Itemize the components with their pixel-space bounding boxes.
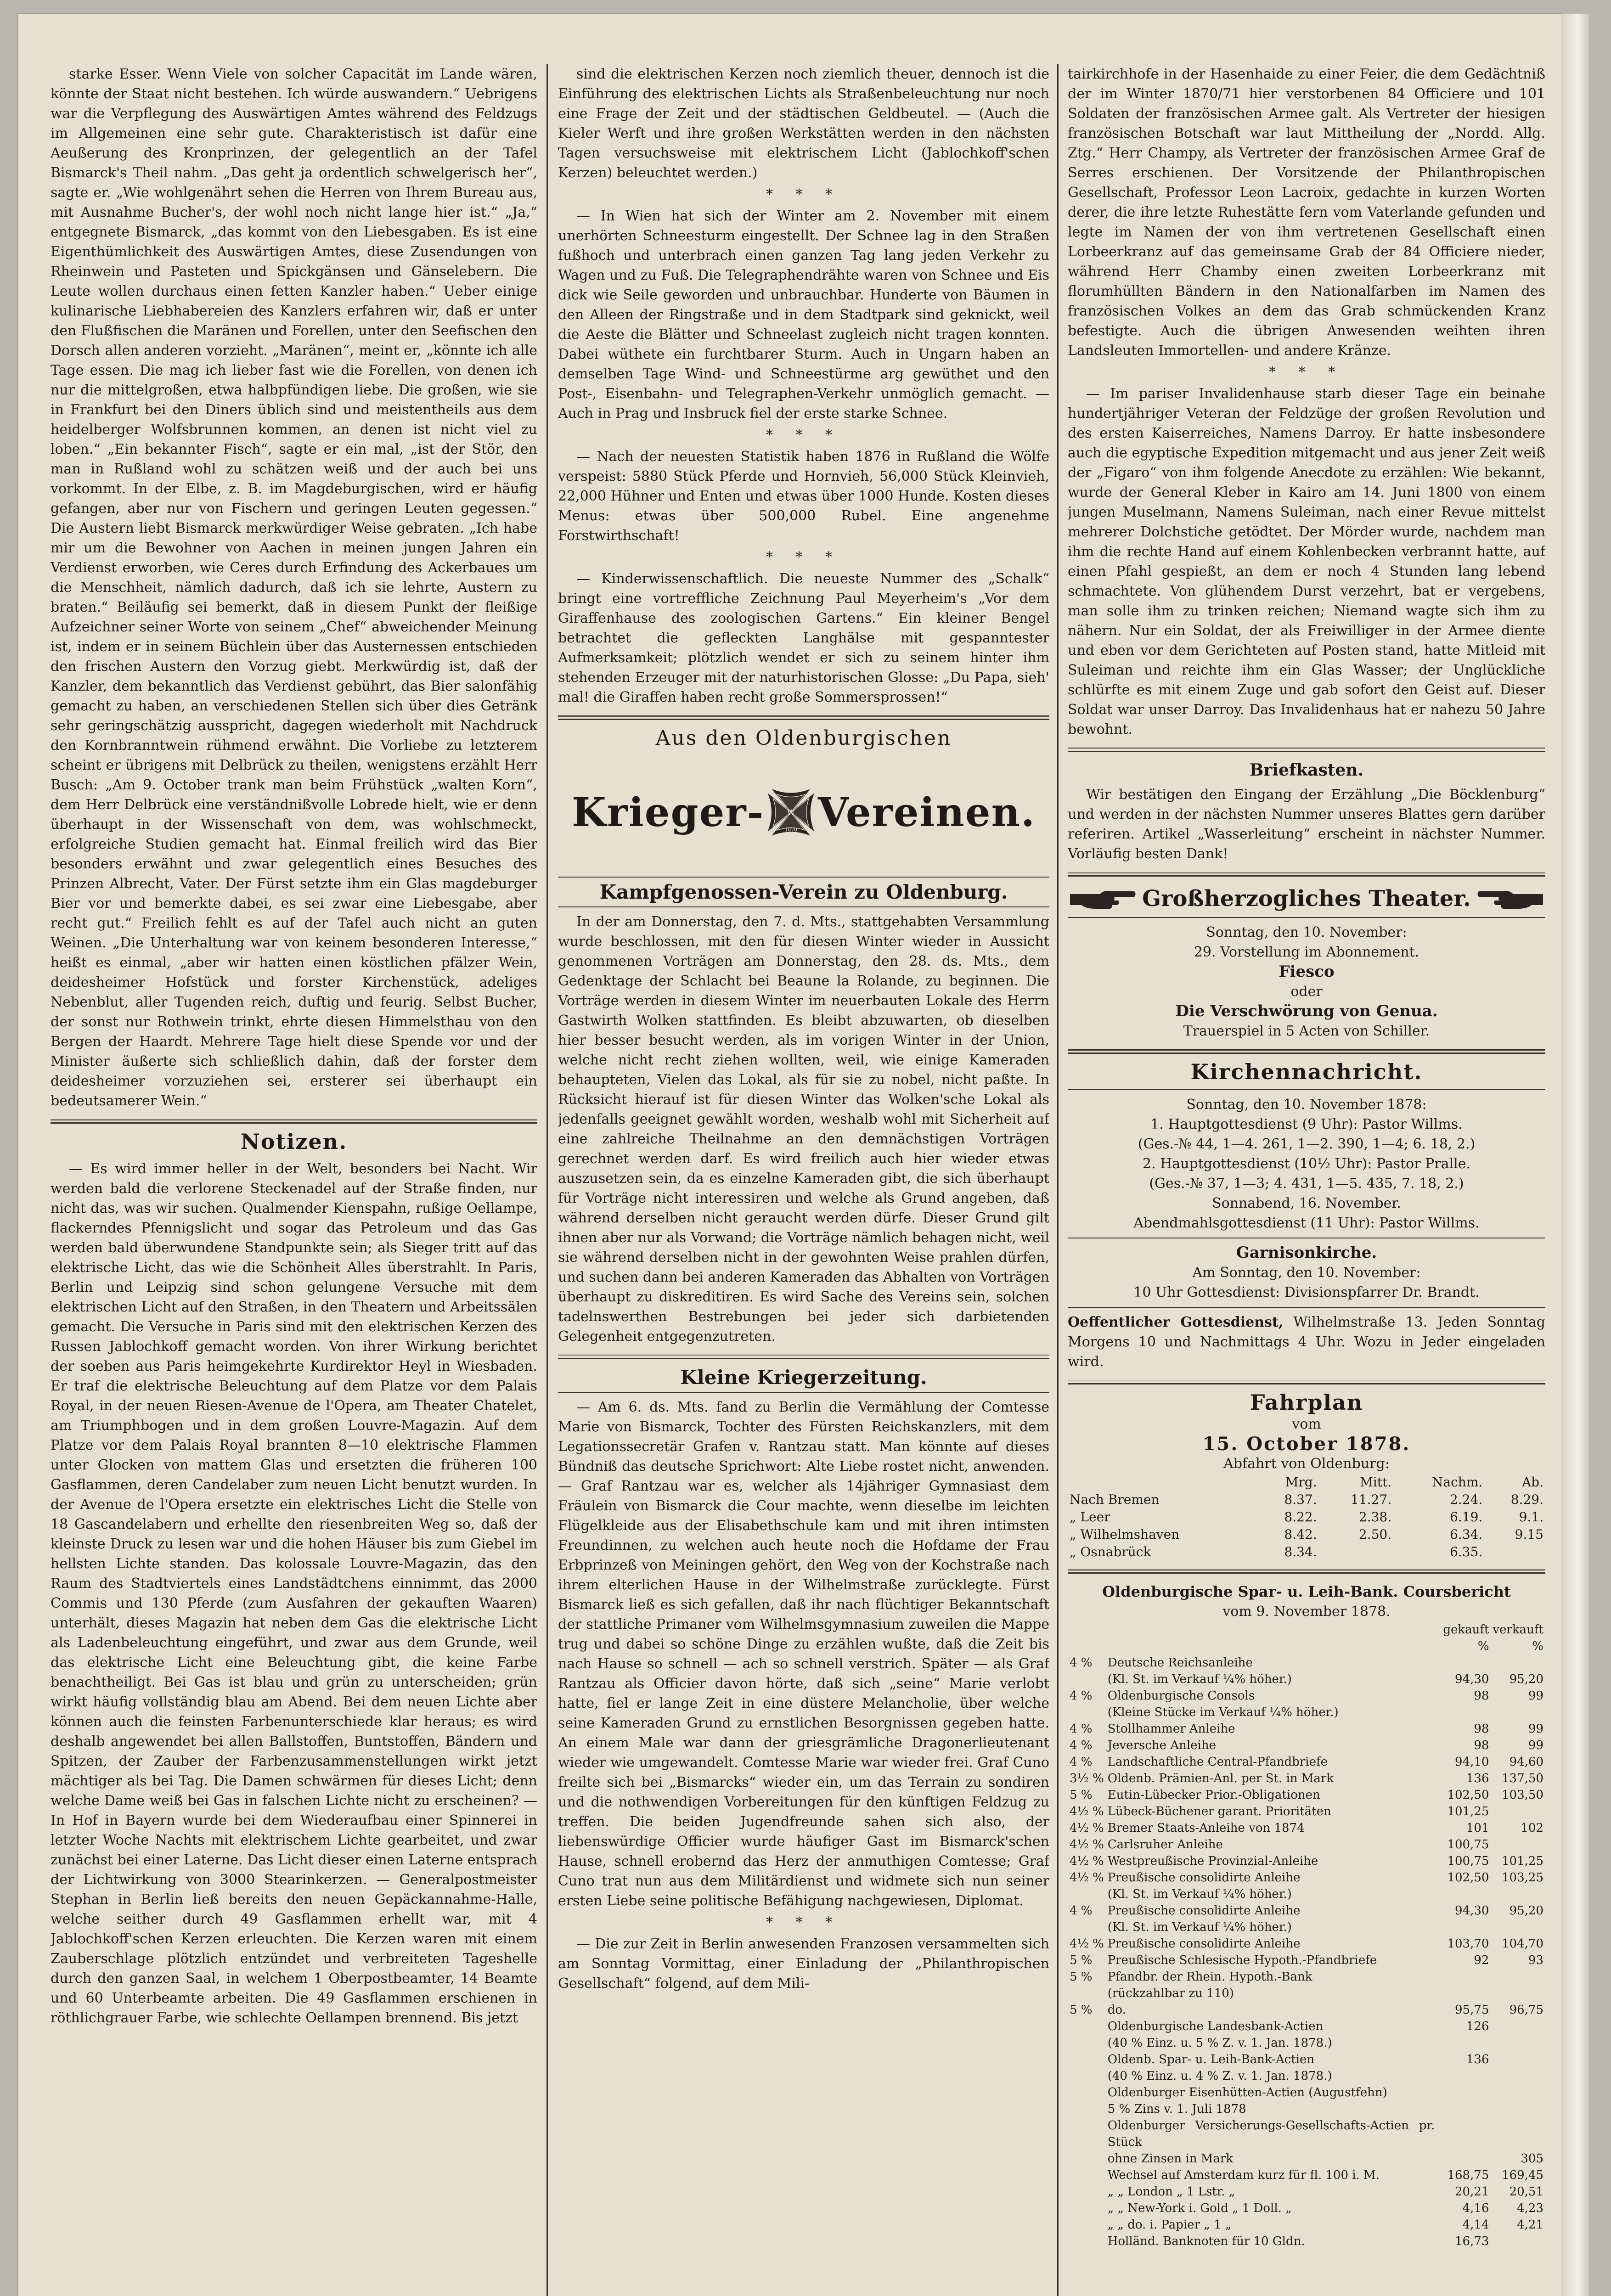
theater-performance: 29. Vorstellung im Abonnement. [1194, 944, 1419, 960]
table-row: Holländ. Banknoten für 10 Gldn. 16,73 [1107, 2234, 1489, 2248]
fahrplan-vom: vom [1292, 1416, 1321, 1432]
star-separator: * * * [766, 186, 842, 203]
divider [558, 1355, 1049, 1359]
table-row: (40 % Einz. u. 5 % Z. v. 1. Jan. 1878.) [1107, 2036, 1332, 2050]
divider [1068, 1569, 1545, 1574]
divider [1068, 1049, 1545, 1054]
table-row: Oldenburger Eisenhütten-Actien (Augustfehn) [1107, 2086, 1387, 2099]
table-row: 5 % Zins v. 1. Juli 1878 [1107, 2102, 1246, 2116]
table-row: 4 % Stollhammer Anleihe 98 99 [1070, 1722, 1543, 1736]
notizen-text: — Es wird immer heller in der Welt, besonders bei Nacht. Wir werden bald die verlorene Steckenadel auf der Straße finden, nur nicht das, was wir suchen. Qualmender Kienspahn, rußige Oellampe, flackerndes Pfennigslicht und sogar das Petroleum und das Gas werden bald überwundene Standpunkte sein; als Sieger tritt auf das elektrische Licht, das wie die Schönheit Alles überstrahlt. In Paris, Berlin und Leipzig sind schon gelungene Versuche mit dem elektrischen Licht auf den Straßen, in den Theatern und Arbeitssälen gemacht. Die Versuche in Paris sind mit den elektrischen Kerzen des Russen Jablochkoff gemacht worden. Von ihrer Wirkung berichtet der soeben aus Paris heimgekehrte Kurdirektor Heyl in Wiesbaden. Er traf die elektrische Beleuchtung auf dem Platze vor dem Palais Royal, in der neuen Riesen-Avenue de l'Opera, am Theater Chatelet, am Triumphbogen und in dem großen Louvre-Magazin. Auf dem Platze vor dem Palais Royal brannten 8—10 elektrische Flammen unter Glocken von mattem Glas und ersetzten die früheren 100 Gasflammen, deren Candelaber zum neuen Licht benutzt wurden. In der Avenue de l'Opera ersetzte ein elektrisches Licht die Stelle von 18 Gascandelabern und erhellte den riesenbreiten Weg so, daß der kleinste Druck zu lesen war und die hohen Häuser bis zum Giebel im hellsten Lichte standen. Das kolossale Louvre-Magazin, das den Raum des Stadtviertels eines Landstädtchens einnimmt, das 2000 Commis und 130 Pferde (zum Ausfahren der gekauften Waaren) unterhält, dieses Magazin hat neben dem Gas die elektrische Licht als Ladenbeleuchtung eingeführt, und zwar aus dem Grunde, weil das elektrische Licht eine Beleuchtung gibt, die keine Farbe benachtheiligt. Bei Gas ist blau und grün zu unterscheiden; grün wirkt häufig vollständig blau am Abend. Bei dem neuen Lichte aber können auch die feinsten Farbenunterschiede klar heraus; es wird deshalb angewendet bei allen Ballstoffen, Buntstoffen, Bändern und Spitzen, der Zauber der Farbenzusammenstellungen wirkt jetzt mächtiger als bei Tag. Die Damen schwärmen für dieses Licht; denn welche Dame weiß bei Gas in falschen Lichte nicht zu erscheinen? — In Hof in Bayern wurde bei dem Wiederaufbau einer Spinnerei in letzter Woche Nachts mit elektrischem Lichte gearbeitet, und zwar zunächst bei einer Laterne. Das Licht dieser einen Laterne entsprach der Lichtwirkung von 3000 Stearinkerzen. — Generalpostmeister Stephan in Berlin ließ bereits den neuen Gepäckannahme-Halle, welche seither durch 49 Gasflammen erhellt war, mit 4 Jablochkoff'schen Kerzen erleuchten. Die Kerzen waren mit einem Zauberschlage plötzlich entzündet und verbreiteten Tageshelle durch den ganzen Saal, in welchem 1 Oberpostbeamter, 14 Beamte und 60 Unterbeamte arbeiten. Die 49 Gasflammen erschienen in röthlichgrauer Farbe, wie schlechte Oellampen brennend. Bis jetzt [51, 1161, 537, 2026]
column-3 [1068, 64, 1545, 2296]
table-row: (Kleine Stücke im Verkauf ¼% höher.) [1107, 1705, 1339, 1719]
table-row: (Kl. St. im Verkauf ¼% höher.) 94,30 95,20 [1107, 1672, 1543, 1686]
table-row: Wechsel auf Amsterdam kurz für fl. 100 i. M. 168,75 169,45 [1107, 2168, 1543, 2182]
table-row: Oldenb. Spar- u. Leih-Bank-Actien 136 [1107, 2053, 1489, 2066]
table-row: Oldenburger Versicherungs-Gesellschafts-Actien pr. Stück [1107, 2119, 1435, 2149]
column-2 [558, 64, 1049, 2296]
table-row: Nach Bremen 8.37. 11.27. 2.24. 8.29. [1070, 1492, 1543, 1507]
column-rule-1 [546, 64, 548, 2296]
table-header-row: gekauft verkauft [1443, 1623, 1543, 1637]
table-row: 4 % Landschaftliche Central-Pfandbriefe 94,10 94,60 [1070, 1755, 1543, 1769]
table-row: (Kl. St. im Verkauf ¼% höher.) [1107, 1920, 1292, 1934]
bismarck-vermaehlung: — Am 6. ds. Mts. fand zu Berlin die Vermählung der Comtesse Marie von Bismarck, Tochter des Fürsten Reichskanzlers, mit dem Legationssecretär Grafen v. Rantzau statt. Man könnte auf dieses Bündniß das deutsche Sprichwort: Alte Liebe rostet nicht, anwenden. — Graf Rantzau war es, welcher als 14jähriger Gymnasiast dem Fräulein von Bismarck die Cour machte, wenn dieselbe im leichten Flügelkleide aus der Elisabethschule kam und mit ihren intimsten Freundinnen, zu welchen auch heute noch die Hofdame der Frau Erbprinzeß von Meiningen gehört, den Weg von der Kochstraße nach ihrem elterlichen Hause in der Wilhelmstraße zurücklegte. Fürst Bismarck ließ es sich gefallen, daß ihr nach flüchtiger Bekanntschaft der stattliche Primaner vom Wilhelmsgymnasium zuweilen die Mappe trug und dabei so schöne Dinge zu erzählen wußte, daß die Zeit bis nach Hause so schnell — ach so schnell verstrich. Später — als Graf Rantzau als Officier davon hörte, daß sich „seine“ Marie verlobt hatte, fiel er lange Zeit in eine düstere Melancholie, über welche seine Kameraden Grund zu ernstlichen Besorgnissen gegeben hatte. An einem Male war dann der griesgrämliche Dragonerlieutenant wieder wie umgewandelt. Comtesse Marie war wieder frei. Graf Cuno freilte sich bei „Bismarcks“ wieder ein, um das Terrain zu sondiren und die nothwendigen Vorbereitungen für den künftigen Feldzug zu treffen. Die beiden Jugendfreunde sahen sich also, der liebenswürdige Officier wurde häufiger Gast im Bismarck'schen Hause, schnell erobernd das Herz der anmuthigen Comtesse; Graf Cuno trat nun aus dem Militärdienst und widmete sich nun seiner ersten Liebe seine politische Befähigung nachgewiesen, Diplomat. [558, 1399, 1049, 1909]
star-separator: * * * [1268, 364, 1345, 380]
oeff-heading: Oeffentlicher Gottesdienst, [1068, 1314, 1284, 1330]
table-row: 4½ % Lübeck-Büchener garant. Prioritäten 101,25 [1070, 1805, 1489, 1818]
table-row: „ Leer 8.22. 2.38. 6.19. 9.1. [1070, 1509, 1543, 1525]
garnisonkirche-heading: Garnisonkirche. [1236, 1244, 1377, 1262]
coursbericht-table [1068, 1621, 1545, 2250]
garnison-line: Am Sonntag, den 10. November: [1192, 1265, 1421, 1281]
fahrplan-date: 15. October 1878. [1202, 1433, 1411, 1455]
oeff-text: Wilhelmstraße 13. Jeden Sonntag Morgens 10 und Nachmittags 4 Uhr. Wozu in Jeder eingeladen wird. [1068, 1314, 1545, 1370]
divider [1068, 1380, 1545, 1384]
table-row: (rückzahlbar zu 110) [1107, 1986, 1234, 2000]
table-header-row: % % [1477, 1639, 1543, 1653]
table-row: ohne Zinsen in Mark 305 [1107, 2152, 1543, 2166]
briefkasten-heading: Briefkasten. [1249, 760, 1364, 780]
table-row: 5 % Preußische Schlesische Hypoth.-Pfandbriefe 92 93 [1070, 1953, 1543, 1967]
theater-header [1068, 885, 1545, 912]
kirche-line: Sonnabend, 16. November. [1212, 1195, 1401, 1211]
kirchennachricht-heading: Kirchennachricht. [1190, 1059, 1423, 1084]
masthead-left-word: Krieger- [572, 789, 765, 836]
garnison-line: 10 Uhr Gottesdienst: Divisionspfarrer Dr. Brandt. [1133, 1284, 1480, 1300]
table-row: 5 % Eutin-Lübecker Prior.-Obligationen 102,50 103,50 [1070, 1788, 1543, 1802]
fahrplan-heading: Fahrplan [1250, 1390, 1363, 1415]
table-row: „ „ London „ 1 Lstr. „ 20,21 20,51 [1107, 2185, 1543, 2199]
divider [1068, 1307, 1545, 1308]
table-row: „ „ do. i. Papier „ 1 „ 4,14 4,21 [1107, 2218, 1543, 2232]
theater-date: Sonntag, den 10. November: [1206, 924, 1407, 940]
star-separator: * * * [766, 427, 842, 443]
coursbericht-heading: Oldenburgische Spar- u. Leih-Bank. Coursbericht [1102, 1583, 1511, 1600]
pointing-hand-left-icon [1476, 885, 1545, 912]
wien-schneesturm: — In Wien hat sich der Winter am 2. November mit einem unerhörten Schneesturm eingestellt. Der Schnee lag in den Straßen fußhoch und unterbrach einen ganzen Tag lang jeden Verkehr zu Wagen und zu Fuß. Die Telegraphendrähte waren von Schnee und Eis dick wie Seile geworden und unbrauchbar. Hunderte von Bäumen in den Alleen der Ringstraße und in dem Stadtpark sind geknickt, weil die Aeste die Blätter und Schneelast zugleich nicht tragen konnten. Dabei wüthete ein furchtbarer Sturm. Auch in Ungarn haben an demselben Tage Wind- und Schneestürme arg gewüthet und den Post-, Eisenbahn- und Telegraphen-Verkehr unmöglich gemacht. — Auch in Prag und Insbruck fiel der erste starke Schnee. [558, 208, 1049, 422]
divider [1068, 917, 1545, 918]
pointing-hand-right-icon [1068, 885, 1137, 912]
franzosen-fortsetzung: tairkirchhofe in der Hasenhaide zu einer Feier, die dem Gedächtniß der im Winter 1870/71 hier verstorbenen 84 Officiere und 101 Soldaten der französischen Armee galt. Als Vertreter der hiesigen französischen Botschaft war laut Mittheilung der „Nordd. Allg. Ztg.“ Herr Champy, als Vertreter der französischen Armee Graf de Serres erschienen. Der Vorsitzende der Philanthropischen Gesellschaft, Professor Leon Lacroix, gedachte in kurzen Worten derer, die ihre letzte Ruhestätte fern vom Vaterlande gefunden und legte im Namen der von ihm vertretenen Gesellschaft einen Lorbeerkranz auf das gemeinsame Grab der 84 Officiere nieder, während Herr Chamby einen zweiten Lorbeerkranz mit florumhüllten Bändern in den Nationalfarben im Namen des französischen Volkes an dem das Grab schmückenden Kranz befestigte. Auch die übrigen Anwesenden weihten ihren Landsleuten Immortellen- und andere Kränze. [1068, 66, 1545, 359]
theater-subtitle: Die Verschwörung von Genua. [1175, 1002, 1438, 1020]
table-row: 4½ % Preußische consolidirte Anleihe 103,70 104,70 [1070, 1937, 1543, 1951]
kirche-line: 1. Hauptgottesdienst (9 Uhr): Pastor Willms. [1150, 1116, 1463, 1132]
divider [558, 1392, 1049, 1393]
table-row: (Kl. St. im Verkauf ¼% höher.) [1107, 1887, 1292, 1901]
table-row: 4 % Preußische consolidirte Anleihe 94,30 95,20 [1070, 1904, 1543, 1918]
fahrplan-abfahrt: Abfahrt von Oldenburg: [1223, 1456, 1390, 1472]
notizen-heading: Notizen. [240, 1129, 348, 1154]
theater-oder: oder [1290, 984, 1323, 1000]
table-row: „ Osnabrück 8.34. 6.35. [1070, 1544, 1483, 1559]
divider [558, 715, 1049, 720]
divider [558, 906, 1049, 907]
elektrische-kerzen-text: sind die elektrischen Kerzen noch ziemlich theuer, dennoch ist die Einführung des elektrischen Lichts als Straßenbeleuchtung nur noch eine Frage der Zeit und der städtischen Geldbeutel. — (Auch die Kieler Werft und ihre großen Werkstätten werden in den nächsten Tagen versuchsweise mit elektrischem Licht (Jablochkoff'schen Kerzen) beleuchtet werden.) [558, 66, 1049, 181]
bismarck-article: starke Esser. Wenn Viele von solcher Capacität im Lande wären, könnte der Staat nicht bestehen. Ich würde auswandern.“ Uebrigens war die Verpflegung des Auswärtigen Amtes während des Feldzugs im Allgemeinen eine sehr gute. Charakteristisch ist dafür eine Aeußerung des Kronprinzen, der gelegentlich an der Tafel Bismarck's Theil nahm. „Das geht ja ordentlich schwelgerisch her“, sagte er. „Wie wohlgenährt sehen die Herren von Ihrem Bureau aus, mit Ausnahme Bucher's, der wohl noch nicht lange hier ist.“ „Ja,“ entgegnete Bismarck, „das kommt von den Liebesgaben. Es ist eine Eigenthümlichkeit des Auswärtigen Amtes, diese Zusendungen von Rheinwein und Pasteten und Spickgänsen und Gänselebern. Die Leute wollen durchaus einen fetten Kanzler haben.“ Ueber einige kulinarische Liebhabereien des Kanzlers erfahren wir, daß er unter den Flußfischen die Maränen und Forellen, unter den Seefischen den Dorsch allen anderen vorzieht. „Maränen“, meint er, „könnte ich alle Tage essen. Die mag ich lieber fast wie die Forellen, von denen ich nur die mittelgroßen, etwa halbpfündigen liebe. Die großen, wie sie in Frankfurt bei den Diners üblich sind und meistentheils aus dem heidelberger Wolfsbrunnen kommen, an denen ist nicht viel zu loben.“ „Ein bekannter Fisch“, sagte er ein mal, „ist der Stör, den man in Rußland wohl zu schätzen weiß und der auch bei uns vorkommt. In der Elbe, z. B. im Magdeburgischen, wird er häufig gefangen, aber nur von Fischern und geringen Leuten gegessen.“ Die Austern liebt Bismarck merkwürdiger Weise gebraten. „Ich habe mir um die Bewohner von Aachen in meinen jungen Jahren ein Verdienst erworben, wie Ceres durch Erfindung des Ackerbaues um die Menschheit, nämlich dadurch, daß ich sie lehrte, Austern zu braten.“ Beiläufig sei bemerkt, daß in diesem Punkt der fleißige Aufzeichner seiner Worte von seinem „Chef“ abweichender Meinung ist, indem er in seinem Büchlein über das Austernessen entschieden den frischen Austern den Vorzug giebt. Merkwürdig ist, daß der Kanzler, dem bekanntlich das Verdienst gebührt, das Bier salonfähig gemacht zu haben, an verschiedenen Stellen sich über dies Getränk sehr geringschätzig ausspricht, dagegen wiederholt mit Nachdruck den Kornbranntwein rühmend erwähnt. Die Vorliebe zu letzterem scheint er übrigens mit Delbrück zu theilen, wenigstens erzählt Herr Busch: „Am 9. October trank man beim Frühstück „walten Korn“, dem Herr Delbrück eine verständnißvolle Lobrede hielt, wie er denn überhaupt in der Wissenschaft von dem, was wohlschmeckt, erfolgreiche Studien gemacht hat. Einmal freilich wird das Bier besonders erwähnt und zwar gelegentlich eines Besuches des Prinzen Albrecht, Vater. Der Fürst setzte ihm ein Glas magdeburger Bier vor und bemerkte dabei, es sei zwar eine Liebesgabe, aber recht gut.“ Freilich fehlt es auf der Tafel auch nicht an guten Weinen. „Die Unterhaltung war von keinem besonderen Interesse,“ heißt es einmal, „aber wir hatten einen köstlichen pfälzer Wein, deidesheimer Hofstück und forster Kirchenstück, adeliges Nebenblut, aller Tugenden reich, duftig und feurig. Selbst Bucher, der sonst nur Rothwein trinkt, ehrte diesen Himmelsthau von den Bergen der Haardt. Mehrere Tage hielt diese Spende vor und der Minister äußerte sich schließlich dahin, daß der forster dem deidesheimer vorzuziehen sei, ersterer sei überhaupt ein bedeutsamerer Wein.“ [51, 66, 537, 1109]
table-row: „ Wilhelmshaven 8.42. 2.50. 6.34. 9.15 [1070, 1527, 1543, 1542]
newspaper-page [18, 14, 1561, 2296]
table-row: 4½ % Preußische consolidirte Anleihe 102,50 103,25 [1070, 1871, 1543, 1885]
table-header-row: Mrg. Mitt. Nachm. Ab. [1285, 1474, 1543, 1490]
column-1 [51, 64, 537, 2296]
woelfe-statistik: — Nach der neuesten Statistik haben 1876 in Rußland die Wölfe verspeist: 5880 Stück Pferde und Hornvieh, 56,000 Stück Kleinvieh, 22,000 Hühner und Enten und etwas über 1000 Hunde. Kosten dieses Menus: etwas über 500,000 Rubel. Eine angenehme Forstwirthschaft! [558, 449, 1049, 544]
kleine-kriegerzeitung-heading: Kleine Kriegerzeitung. [680, 1366, 927, 1389]
table-row: 5 % Pfandbr. der Rhein. Hypoth.-Bank [1070, 1970, 1312, 1984]
theater-play: Fiesco [1279, 962, 1335, 981]
kampfgenossen-heading: Kampfgenossen-Verein zu Oldenburg. [599, 881, 1008, 903]
franzosen-berlin: — Die zur Zeit in Berlin anwesenden Franzosen versammelten sich am Sonntag Vormittag, einer Einladung der „Philanthropischen Gesellschaft“ folgend, auf dem Mili- [558, 1936, 1049, 1992]
iron-cross-icon [764, 757, 818, 867]
table-row: 4 % Jeversche Anleihe 98 99 [1070, 1739, 1543, 1752]
table-row: 4½ % Westpreußische Provinzial-Anleihe 100,75 101,25 [1070, 1854, 1543, 1868]
divider [1068, 1089, 1545, 1090]
coursbericht-date: vom 9. November 1878. [1222, 1604, 1391, 1620]
kirche-line: Sonntag, den 10. November 1878: [1186, 1097, 1427, 1113]
krieger-vereine-masthead [558, 728, 1049, 867]
kirche-line: (Ges.-№ 37, 1—3; 4. 431, 1—5. 435, 7. 18, 2.) [1149, 1176, 1464, 1192]
divider [1068, 872, 1545, 877]
table-row: 4½ % Carlsruher Anleihe 100,75 [1070, 1838, 1489, 1851]
table-row: 5 % do. 95,75 96,75 [1070, 2003, 1543, 2017]
table-row: „ „ New-York i. Gold „ 1 Doll. „ 4,16 4,23 [1107, 2201, 1543, 2215]
divider [51, 1119, 537, 1124]
page-edge [1561, 14, 1589, 2296]
theater-author: Trauerspiel in 5 Acten von Schiller. [1183, 1023, 1430, 1039]
table-row: (40 % Einz. u. 4 % Z. v. 1. Jan. 1878.) [1107, 2069, 1332, 2083]
table-row: 4 % Oldenburgische Consols 98 99 [1070, 1689, 1543, 1703]
cross-year: 1870 [785, 827, 798, 833]
divider [558, 877, 1049, 878]
oeffentlicher-gottesdienst [1068, 1312, 1545, 1372]
kirche-line: (Ges.-№ 44, 1—4. 261, 1—2. 390, 1—4; 6. 18, 2.) [1138, 1136, 1476, 1152]
table-row: 3½ % Oldenb. Prämien-Anl. per St. in Mark 136 137,50 [1070, 1772, 1543, 1785]
kirche-line: Abendmahlsgottesdienst (11 Uhr): Pastor Willms. [1133, 1215, 1480, 1231]
kinderwissenschaftlich: — Kinderwissenschaftlich. Die neueste Nummer des „Schalk“ bringt eine vortreffliche Zeichnung Paul Meyerheim's „Vor dem Giraffenhause des zoologischen Gartens.“ Ein kleiner Bengel betrachtet die gefleckten Langhälse mit gespanntester Aufmerksamkeit; plötzlich wendet er sich zu seinem hinter ihm stehenden Erzeuger mit der naturhistorischen Glosse: „Du Papa, sieh' mal! die Giraffen haben recht große Sommersprossen!“ [558, 571, 1049, 705]
theater-title: Großherzogliches Theater. [1142, 885, 1471, 912]
table-row: Oldenburgische Landesbank-Actien 126 [1107, 2020, 1489, 2033]
divider [1068, 748, 1545, 752]
table-row: 4 % Deutsche Reichsanleihe [1070, 1656, 1253, 1670]
masthead-top-line: Aus den Oldenburgischen [655, 726, 952, 750]
star-separator: * * * [766, 1914, 842, 1930]
kampfgenossen-text: In der am Donnerstag, den 7. d. Mts., stattgehabten Versammlung wurde beschlossen, mit den für diesen Winter wieder in Aussicht genommenen Vorträgen am Donnerstag, den 28. ds. Mts., dem Gedenktage der Schlacht bei Beaune la Rolande, zu beginnen. Die Vorträge werden in diesem Winter im neuerbauten Lokale des Herrn Gastwirth Wolken stattfinden. Es bleibt abzuwarten, ob dieselben hier besser besucht werden, als im vorigen Winter in der Union, welche nicht recht ziehen wollten, weil, wie einige Kameraden behaupteten, Vielen das Lokal, als für sie zu nobel, nicht paßte. In Rücksicht hierauf ist für diesen Winter das Wolken'sche Lokal als jedenfalls geeignet gewählt worden, weshalb wohl mit Sicherheit auf eine zahlreiche Theilnahme an den demnächstigen Vorträgen gerechnet werden darf. Es wird freilich auch hier wieder etwas auszusetzen sein, da es einzelne Kameraden gibt, die sich überhaupt für Vorträge nicht interessiren und welche als Grund angeben, daß während derselben nicht geraucht werden dürfe. Dieser Grund gilt ihnen aber nur als Vorwand; die Vorträge nämlich behagen nicht, weil sie während derselben nicht in der gewohnten Weise prahlen dürfen, und suchen dann bei anderen Kameraden das Abhalten von Vorträgen überhaupt zu diskreditiren. Es wird Sache des Vereins sein, solchen tadelnswerthen Bestrebungen bei jeder sich darbietenden Gelegenheit entgegenzutreten. [558, 914, 1049, 1345]
svg-text:W: W [787, 808, 795, 817]
briefkasten-text: Wir bestätigen den Eingang der Erzählung „Die Böcklenburg“ und werden in der nächsten Nummer unseres Blattes gern darüber referiren. Artikel „Wasserleitung“ erscheint in nächster Nummer. Vorläufig besten Dank! [1068, 787, 1545, 862]
masthead-right-word: Vereinen. [818, 789, 1036, 836]
fahrplan-table [1068, 1474, 1545, 1561]
invalidenhaus-text: — Im pariser Invalidenhause starb dieser Tage ein beinahe hundertjähriger Veteran der Feldzüge der großen Revolution und des ersten Kaiserreiches, Namens Darroy. Er hatte insbesondere auch die egyptische Expedition mitgemacht und aus jener Zeit weiß der „Figaro“ von ihm folgende Anecdote zu erzählen: Wie bekannt, wurde der General Kleber in Kairo am 14. Juni 1800 von einem jungen Muselmann, Namens Suleiman, nach einer Revue mittelst mehrerer Dolchstiche getödtet. Der Mörder wurde, nachdem man ihm die rechte Hand auf einem Kohlenbecken verbrannt hatte, auf einen Pfahl gespießt, an dem er noch 4 Stunden lang lebend schmachtete. Von glühendem Durst verzehrt, bat er vergebens, man solle ihm zu trinken reichen; Niemand wagte sich ihm zu nähern. Nur ein Soldat, der als Freiwilliger in der Armee diente und eben vor dem Gerichteten auf Posten stand, hatte Mitleid mit Suleiman und reichte ihm ein Glas Wasser; der Unglückliche schlürfte es mit einem Zuge und gab sofort den Geist auf. Dieser Soldat war unser Darroy. Das Invalidenhaus hat er nahezu 50 Jahre bewohnt. [1068, 386, 1545, 737]
star-separator: * * * [766, 549, 842, 565]
table-row: 4½ % Bremer Staats-Anleihe von 1874 101 102 [1070, 1821, 1543, 1835]
kirche-line: 2. Hauptgottesdienst (10½ Uhr): Pastor Pralle. [1143, 1156, 1470, 1172]
column-rule-2 [1057, 64, 1059, 2296]
